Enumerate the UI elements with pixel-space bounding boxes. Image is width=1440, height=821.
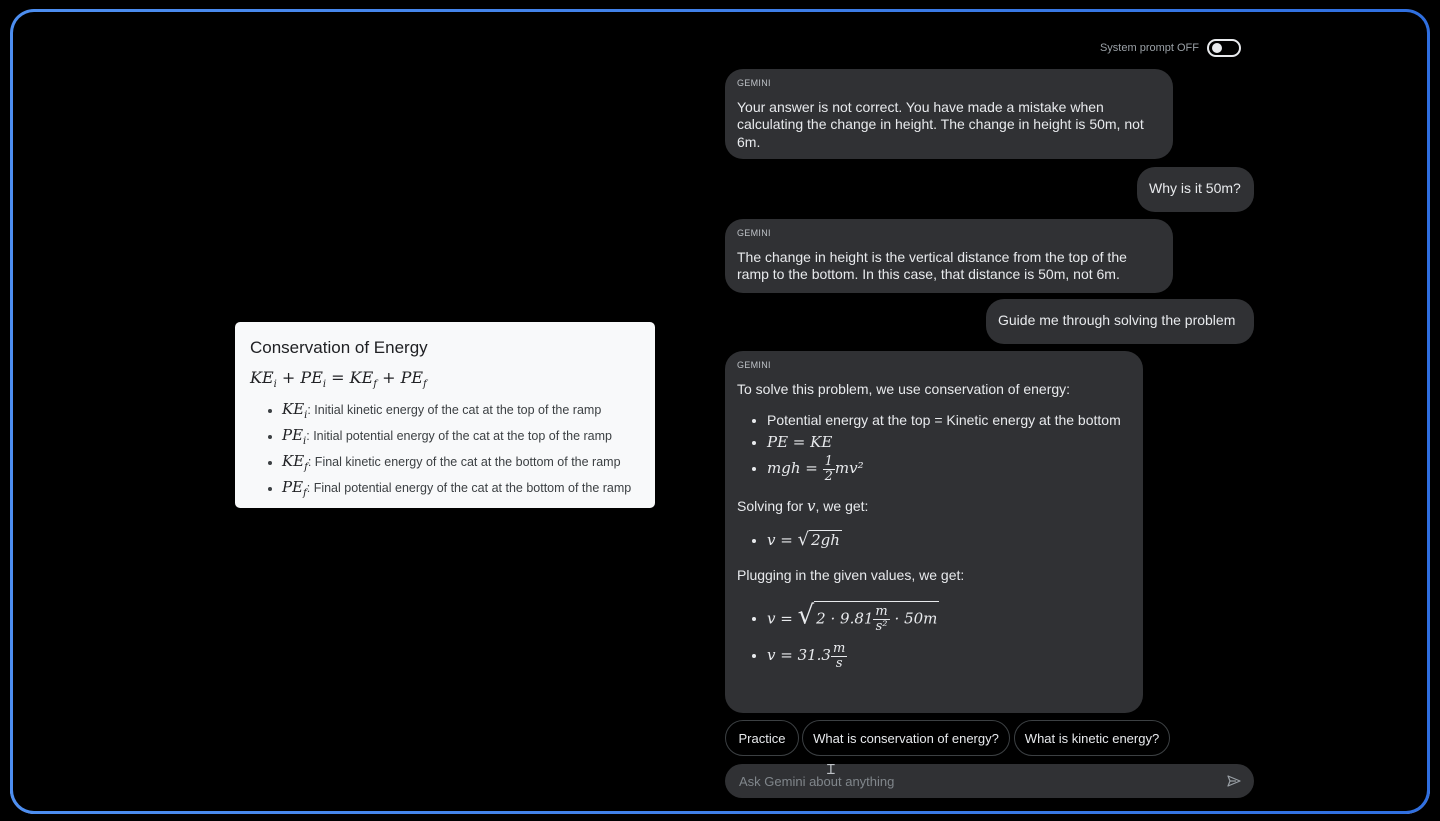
definition-item: • $KE_i$: Initial kinetic energy of the cat at the top of the ramp — [282, 400, 640, 421]
text-cursor-icon: Ɪ — [827, 762, 835, 778]
energy-bullets — [737, 412, 1131, 484]
bullet-eq-result: • v = 31.3 $\frac{m}{s}$ — [767, 642, 1131, 671]
definition-item: • $PE_f$: Final potential energy of the cat at the bottom of the ramp — [282, 478, 640, 499]
sender-label: GEMINI — [737, 360, 771, 370]
energy-equation: $KE_i + PE_i = KE_f + PE_f$ — [250, 368, 427, 391]
solution-intro: To solve this problem, we use conservation of energy: — [737, 380, 1071, 397]
chip-practice[interactable]: Practice — [725, 720, 799, 756]
toggle-knob — [1212, 43, 1222, 53]
gemini-message — [725, 69, 1173, 159]
message-text: Your answer is not correct. You have made a mistake when calculating the change in height. The change in height is 50m, not 6m. — [737, 98, 1144, 150]
card-title: Conservation of Energy — [250, 338, 428, 357]
toggle-switch[interactable] — [1207, 39, 1241, 57]
system-prompt-label: System prompt OFF — [1099, 42, 1199, 54]
conservation-energy-card — [235, 322, 655, 508]
message-text: The change in height is the vertical distance from the top of the ramp to the bottom. In this case, that distance is 50m, not 6m. — [737, 248, 1127, 282]
user-message — [986, 299, 1254, 344]
bullet-eq-v-sqrt: • v = √ 2gh — [767, 530, 1131, 550]
sender-label: GEMINI — [737, 228, 771, 238]
message-text: Why is it 50m? — [1149, 180, 1241, 196]
app-canvas — [13, 12, 1427, 811]
definition-item: • $PE_i$: Initial potential energy of the cat at the top of the ramp — [282, 426, 640, 447]
ask-input-bar[interactable] — [725, 764, 1254, 798]
plugging-text: Plugging in the given values, we get: — [737, 567, 965, 583]
ask-input[interactable] — [737, 773, 1226, 790]
gemini-message-solution — [725, 351, 1143, 713]
chip-conservation-of-energy[interactable]: What is conservation of energy? — [802, 720, 1010, 756]
message-text: Guide me through solving the problem — [998, 312, 1236, 328]
gemini-message — [725, 219, 1173, 293]
bullet-eq-mgh: • mgh = $\frac{1}{2}$ mv² — [767, 455, 1131, 484]
bullet-eq-pe-ke: • PE = KE — [767, 434, 1131, 452]
send-icon[interactable] — [1226, 773, 1242, 789]
solving-text: Solving for v, we get: — [737, 497, 869, 515]
screen-frame — [10, 9, 1430, 814]
sender-label: GEMINI — [737, 78, 771, 88]
bullet-text: • Potential energy at the top = Kinetic energy at the bottom — [767, 412, 1131, 430]
chip-kinetic-energy[interactable]: What is kinetic energy? — [1014, 720, 1170, 756]
bullet-eq-values: • v = √ 2 · 9.81 $\frac{m}{\text{s²}}$ · 50m — [767, 601, 1131, 634]
value-bullets — [737, 601, 1131, 671]
definition-list — [250, 400, 640, 499]
definition-item: • $KE_f$: Final kinetic energy of the cat at the bottom of the ramp — [282, 452, 640, 473]
user-message — [1137, 167, 1254, 212]
solve-bullets — [737, 530, 1131, 550]
system-prompt-toggle[interactable] — [1100, 39, 1241, 57]
